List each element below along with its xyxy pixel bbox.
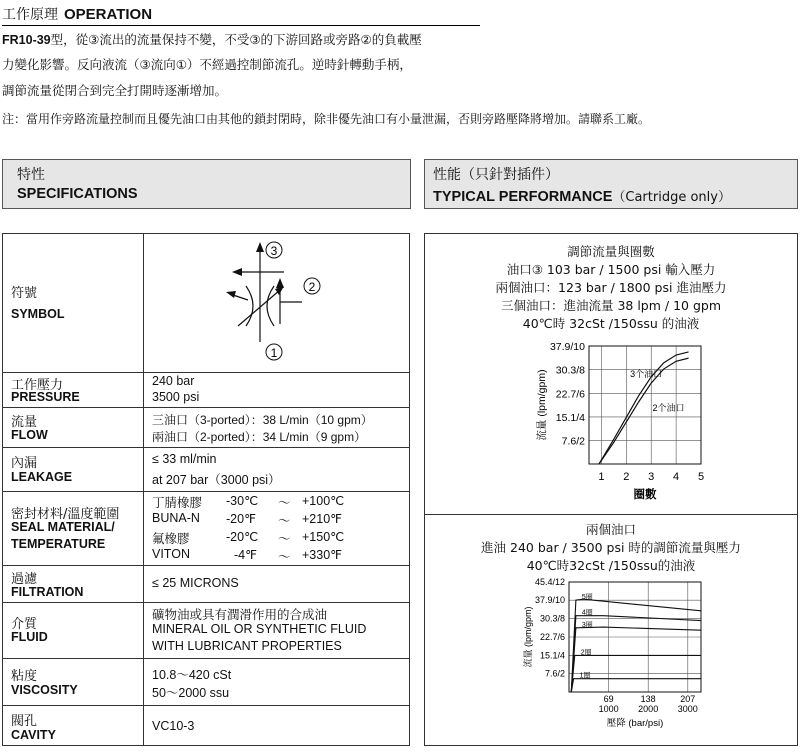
spec-label-zh: 過濾 bbox=[11, 572, 38, 587]
spec-label-en: VISCOSITY bbox=[11, 683, 78, 697]
y-tick-label: 37.9/10 bbox=[534, 595, 565, 606]
series-label: 2个油口 bbox=[652, 403, 685, 414]
spec-value: ≤ 25 MICRONS bbox=[152, 576, 239, 590]
flow-vs-pressure-chart bbox=[425, 574, 797, 744]
port-2-label: 2 bbox=[308, 280, 316, 294]
series-label: 3个油口 bbox=[630, 368, 663, 379]
specifications-title-en: SPECIFICATIONS bbox=[17, 186, 138, 202]
perf1-caption: 三個油口：進油流量 38 lpm / 10 gpm bbox=[500, 298, 722, 313]
port-1-label: 1 bbox=[270, 346, 278, 360]
spec-label-en: CAVITY bbox=[11, 728, 56, 742]
series-label: 1圈 bbox=[579, 672, 591, 680]
specifications-title-zh: 特性 bbox=[17, 167, 45, 183]
spec-label-en: SEAL MATERIAL/ bbox=[11, 520, 115, 534]
performance-title-zh: 性能（只針對插件） bbox=[433, 167, 559, 183]
performance-divider bbox=[425, 514, 797, 515]
perf2-caption: 40℃時32cSt /150ssu的油液 bbox=[526, 558, 696, 573]
spec-label-zh: 閥孔 bbox=[11, 714, 38, 729]
x-axis-label: 圈數 bbox=[633, 489, 657, 501]
spec-value: 三油口（3-ported）：38 L/min（10 gpm） bbox=[152, 413, 373, 427]
y-tick-label: 22.7/6 bbox=[539, 632, 565, 642]
y-tick-label: 15.1/4 bbox=[539, 650, 565, 661]
spec-value: 10.8～420 cSt bbox=[152, 668, 232, 682]
series-label: 4圈 bbox=[581, 609, 593, 617]
performance-banner bbox=[424, 159, 798, 209]
intro-line-2: 力變化影響。反向液流（③流向①）不經過控制節流孔。逆時針轉動手柄， bbox=[2, 57, 412, 72]
spec-label-zh: 粘度 bbox=[11, 669, 38, 684]
spec-label-en: FILTRATION bbox=[11, 585, 84, 599]
flow-vs-turns-chart bbox=[425, 332, 797, 512]
spec-label-zh: 介質 bbox=[11, 617, 38, 632]
spec-label-zh: 密封材料/溫度範圍 bbox=[11, 507, 120, 522]
seal-row: 丁腈橡膠 -30℃ ～ +100℃ bbox=[152, 494, 345, 510]
heading-zh: 工作原理 bbox=[2, 7, 58, 23]
spec-row-symbol bbox=[3, 234, 409, 372]
model-number: FR10-39 bbox=[2, 33, 51, 47]
x-tick-label: 1000 bbox=[598, 704, 619, 714]
y-tick-label: 30.3/8 bbox=[555, 364, 585, 377]
performance-title-en: TYPICAL PERFORMANCE（Cartridge only） bbox=[433, 189, 731, 205]
perf1-title: 調節流量與圈數 bbox=[567, 244, 655, 259]
performance-panel bbox=[424, 233, 798, 746]
series-label: 2圈 bbox=[580, 649, 592, 657]
spec-value: MINERAL OIL OR SYNTHETIC FLUID bbox=[152, 622, 367, 636]
heading-en: OPERATION bbox=[64, 6, 153, 23]
x-tick-label: 5 bbox=[697, 471, 705, 483]
spec-label-zh: 符號 bbox=[11, 286, 38, 301]
heading-rule bbox=[2, 25, 480, 26]
intro-line-3: 調節流量從閉合到完全打開時逐漸增加。 bbox=[2, 83, 228, 98]
x-tick-label: 138 bbox=[640, 694, 656, 704]
seal-row: BUNA-N -20℉ ～ +210℉ bbox=[152, 511, 343, 528]
seal-row: 氟橡膠 -20℃ ～ +150℃ bbox=[152, 530, 345, 546]
series-line bbox=[571, 679, 701, 692]
spec-row-flow bbox=[3, 407, 409, 448]
x-axis-label: 壓降 (bar/psi) bbox=[606, 718, 664, 729]
spec-value: 240 bar bbox=[152, 374, 195, 388]
spec-value: 礦物油或具有潤滑作用的合成油 bbox=[152, 608, 328, 622]
perf2-title: 兩個油口 bbox=[585, 522, 636, 537]
series-label: 5圈 bbox=[581, 594, 593, 602]
spec-value: VC10-3 bbox=[152, 719, 195, 733]
flow-control-valve-symbol bbox=[224, 234, 354, 372]
spec-row-fluid bbox=[3, 602, 409, 659]
spec-value: at 207 bar（3000 psi） bbox=[152, 473, 281, 487]
spec-row-pressure bbox=[3, 372, 409, 408]
spec-label-zh: 流量 bbox=[11, 415, 38, 430]
y-tick-label: 45.4/12 bbox=[534, 577, 565, 587]
intro-line-1: FR10-39型，從③流出的流量保持不變，不受③的下游回路或旁路②的負載壓 bbox=[2, 32, 422, 47]
y-tick-label: 7.6/2 bbox=[544, 668, 565, 679]
y-axis-label: 流量 (lpm/gpm) bbox=[523, 606, 533, 668]
perf2-caption: 進油 240 bar / 3500 psi 時的調節流量與壓力 bbox=[481, 540, 741, 555]
y-tick-label: 37.9/10 bbox=[549, 341, 585, 353]
spec-value: 50～2000 ssu bbox=[152, 686, 230, 700]
y-tick-label: 30.3/8 bbox=[539, 613, 565, 624]
spec-label-zh: 工作壓力 bbox=[11, 378, 64, 393]
spec-label-en: SYMBOL bbox=[11, 307, 65, 321]
spec-label-en: FLOW bbox=[11, 428, 48, 442]
x-tick-label: 207 bbox=[680, 694, 696, 704]
y-axis-label: 流量 (lpm/gpm) bbox=[536, 369, 548, 441]
spec-label-en: FLUID bbox=[11, 630, 48, 644]
x-tick-label: 2000 bbox=[638, 704, 659, 714]
spec-label-en: TEMPERATURE bbox=[11, 537, 106, 551]
spec-label-en: LEAKAGE bbox=[11, 470, 73, 484]
spec-label-en: PRESSURE bbox=[11, 390, 80, 404]
y-tick-label: 22.7/6 bbox=[555, 388, 585, 401]
spec-row-seal bbox=[3, 491, 409, 566]
spec-label-zh: 內漏 bbox=[11, 456, 38, 471]
section-heading bbox=[2, 4, 152, 24]
spec-value: 兩油口（2-ported）：34 L/min（9 gpm） bbox=[152, 430, 367, 444]
specifications-banner bbox=[2, 159, 411, 209]
port-3-label: 3 bbox=[270, 244, 278, 258]
perf1-caption: 兩個油口：123 bar / 1800 psi 進油壓力 bbox=[495, 280, 727, 295]
x-tick-label: 3000 bbox=[677, 704, 698, 714]
y-tick-label: 7.6/2 bbox=[561, 435, 585, 448]
x-tick-label: 2 bbox=[623, 471, 630, 483]
spec-row-viscosity bbox=[3, 658, 409, 706]
x-tick-label: 69 bbox=[603, 694, 614, 704]
spec-row-leakage bbox=[3, 447, 409, 492]
y-tick-label: 15.1/4 bbox=[555, 411, 585, 424]
x-tick-label: 1 bbox=[598, 471, 605, 483]
spec-value: WITH LUBRICANT PROPERTIES bbox=[152, 639, 342, 653]
specifications-table bbox=[2, 233, 410, 746]
spec-row-cavity bbox=[3, 705, 409, 746]
seal-row: VITON -4℉ ～ +330℉ bbox=[152, 547, 343, 564]
x-tick-label: 4 bbox=[673, 471, 680, 483]
spec-value: 3500 psi bbox=[152, 390, 200, 404]
x-tick-label: 3 bbox=[648, 471, 655, 483]
perf1-caption: 油口③ 103 bar / 1500 psi 輸入壓力 bbox=[506, 262, 716, 277]
intro-note: 注：當用作旁路流量控制而且優先油口由其他的鎖封閉時，除非優先油口有小量泄漏，否則旁路壓降將增加。請聯系工廠。 bbox=[2, 112, 651, 126]
spec-row-filtration bbox=[3, 565, 409, 603]
perf1-caption: 40℃時 32cSt /150ssu 的油液 bbox=[522, 316, 700, 331]
spec-value: ≤ 33 ml/min bbox=[152, 452, 217, 466]
series-label: 3圈 bbox=[581, 621, 593, 629]
